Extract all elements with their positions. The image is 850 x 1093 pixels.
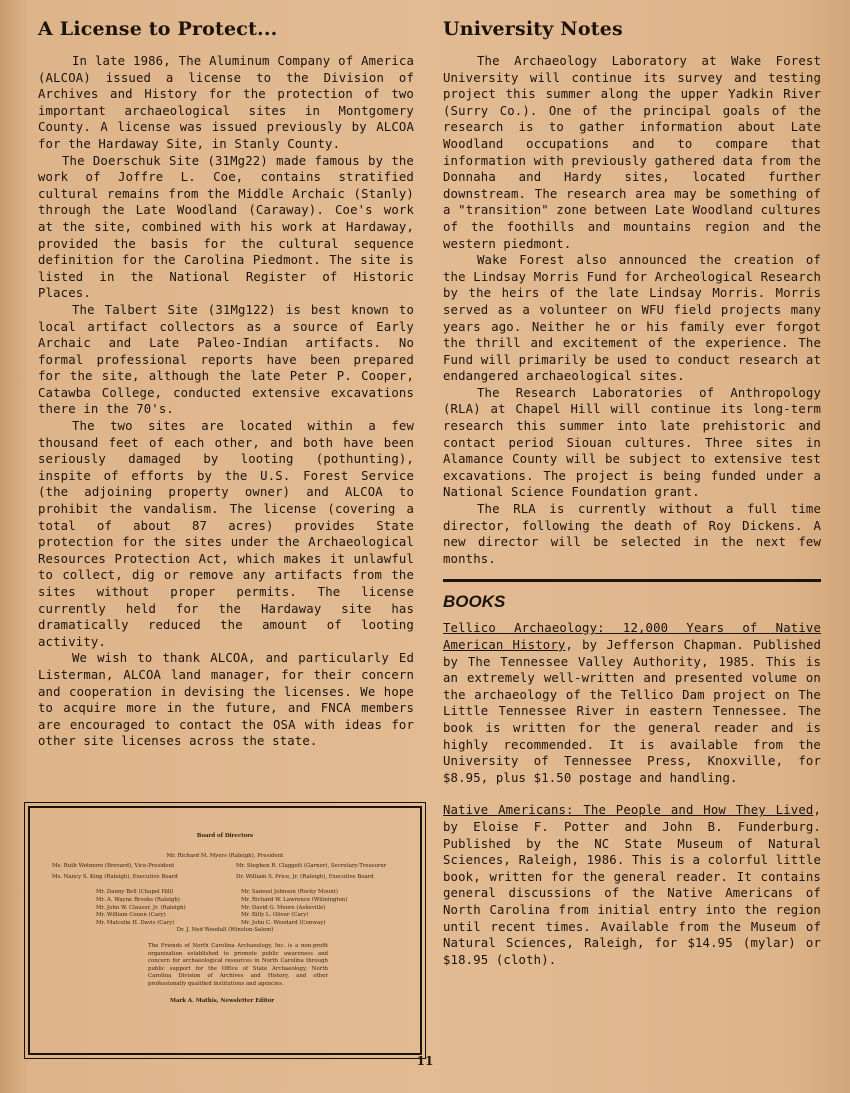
notes-paragraph: The Archaeology Laboratory at Wake Forest University will continue its survey and testing project this summer along the upper Yadkin River (Surry Co.). One of the principal goals of the research is to gather information about Late Woodland occupations and to compare that information with previously gathered data from the Donnaha and Hardy sites, located further downstream. The research area may be something of a "transition" zone between Late Woodland cultures of the foothills and mountains region and the western piedmont. [443, 54, 821, 251]
license-article [38, 53, 414, 750]
notes-paragraph: Wake Forest also announced the creation of the Lindsay Morris Fund for Archeological Research by the heirs of the late Lindsay Morris. Morris served as a volunteer on WFU field projects many years ago. Neither he or his family ever forgot the thrill and excitement of the experience. The Fund will primarily be used to conduct research at endangered archaeological sites. [443, 253, 821, 384]
board-member: Mr. Billy L. Oliver (Cary) [241, 912, 309, 919]
book-description: , by Jefferson Chapman. Published by The Tennessee Valley Authority, 1985. This is an extremely well-written and presented volume on the archaeology of the Tellico Dam project on The Little Tennessee River in eastern Tennessee. The book is written for the general reader and is highly recommended. It is available from the University of Tennessee Press, Knoxville, for $8.95, plus $1.50 postage and handling. [443, 638, 821, 785]
university-notes-article [443, 53, 821, 567]
board-members-right [241, 889, 386, 927]
book-entry [443, 620, 821, 786]
board-member: Mr. A. Wayne Brooks (Raleigh) [96, 896, 180, 903]
notes-paragraph: The Research Laboratories of Anthropology (RLA) at Chapel Hill will continue its long-term research this summer into late prehistoric and contact period Siouan cultures. Three sites in Alamance County will be subject to extensive test excavations. The project is being funded under a National Science Foundation grant. [443, 385, 821, 500]
board-vp: Ms. Ruth Wetmore (Brevard), Vice-President [52, 863, 175, 870]
board-member: Mr. William Conen (Cary) [96, 912, 166, 919]
board-of-directors-box [28, 806, 422, 1055]
left-column [38, 18, 414, 750]
license-paragraph: The Doerschuk Site (31Mg22) made famous by the work of Joffre L. Coe, contains stratified cultural remains from the Middle Archaic (Stanly) through the Late Woodland (Caraway). Coe's work at the site, combined with his work at Hardaway, provided the basis for the cultural sequence definition for the Carolina Piedmont. The site is listed in the National Register of Historic Places. [38, 153, 414, 301]
book-title: Tellico Archaeology: 12,000 Years of Native American History [443, 621, 821, 652]
university-notes-heading: University Notes [443, 18, 623, 40]
license-paragraph: The Talbert Site (31Mg122) is best known to local artifact collectors as a source of Early Archaic and Late Paleo-Indian artifacts. No formal professional reports have been prepared for the site, although the late Peter P. Cooper, Catawba College, conducted extensive excavations there in the 70's. [38, 302, 414, 417]
license-paragraph: In late 1986, The Aluminum Company of America (ALCOA) issued a license to the Division of Archives and History for the protection of two important archaeological sites in Montgomery County. A license was issued previously by ALCOA for the Hardaway Site, in Stanly County. [38, 54, 414, 151]
board-last-member: Dr. J. Ned Woodall (Winston-Salem) [176, 927, 274, 934]
board-exec-row [30, 874, 420, 882]
notes-paragraph: The RLA is currently without a full time director, following the death of Roy Dickens. A new director will be selected in the next few months. [443, 502, 821, 566]
license-paragraph: We wish to thank ALCOA, and particularly Ed Listerman, ALCOA land manager, for their concern and cooperation in devising the licenses. We hope to acquire more in the future, and FNCA members are encouraged to contact the OSA with ideas for other site licenses across the state. [38, 651, 414, 749]
board-member: Mr. John W. Clauser, Jr. (Raleigh) [96, 904, 186, 911]
board-member: Mr. John C. Woodard (Conway) [241, 919, 326, 926]
book-entry [443, 802, 821, 968]
books-heading: BOOKS [443, 592, 506, 612]
section-divider [443, 579, 821, 582]
friends-description: The Friends of North Carolina Archaeology, Inc. is a non-profit organization established to promote public awareness and concern for archaeological resources in North Carolina through public support for the Office of State Archaeology, North Carolina Division of Archives and History, and other professionally qualified institutions and agencies. [148, 942, 328, 987]
board-header: Board of Directors [196, 833, 254, 839]
board-officers-row [30, 863, 420, 871]
board-member: Mr. Richard W. Lawrence (Wilmington) [241, 896, 348, 903]
board-member: Mr. Danny Bell (Chapel Hill) [96, 889, 174, 896]
newsletter-editor: Mark A. Mathis, Newsletter Editor [170, 997, 275, 1004]
board-members [30, 889, 420, 927]
board-exec-2: Dr. William S. Price, Jr. (Raleigh), Executive Board [236, 873, 374, 880]
board-member: Mr. Malcolm H. Davis (Cary) [96, 919, 175, 926]
book-title: Native Americans: The People and How They Lived [443, 803, 814, 818]
page-number: 11 [416, 1054, 434, 1068]
right-column [443, 18, 821, 984]
board-member: Mr. Samuel Johnson (Rocky Mount) [241, 889, 339, 896]
board-members-left [96, 889, 241, 927]
book-description: , by Eloise F. Potter and John B. Funderburg. Published by the NC State Museum of Natural Sciences, Raleigh, 1986. This is a colorful little book, written for the general reader. It contains general discussions of the Native Americans of North Carolina from initial entry into the region until recent times. Available from the Museum of Natural Sciences, Raleigh, for $14.95 (mylar) or $18.95 (cloth). [443, 803, 821, 967]
license-heading: A License to Protect... [38, 18, 278, 40]
license-paragraph: The two sites are located within a few thousand feet of each other, and both have been seriously damaged by looting (pothunting), inspite of efforts by the U.S. Forest Service (the adjoining property owner) and ALCOA to prohibit the vandalism. The license (covering a total of about 87 acres) provides State protection for the sites under the Archaeological Resources Protection Act, which makes it unlawful to collect, dig or remove any artifacts from the sites without proper permits. The license currently held for the Hardaway site has dramatically reduced the amount of looting activity. [38, 419, 414, 649]
board-exec-1: Ms. Nancy S. King (Raleigh), Executive Board [52, 873, 178, 880]
board-secretary: Mr. Stephen R. Claggett (Garner), Secretary-Treasurer [236, 863, 387, 870]
board-member: Mr. David G. Moore (Asheville) [241, 904, 326, 911]
board-president: Mr. Richard M. Myers (Raleigh), President [166, 852, 284, 859]
